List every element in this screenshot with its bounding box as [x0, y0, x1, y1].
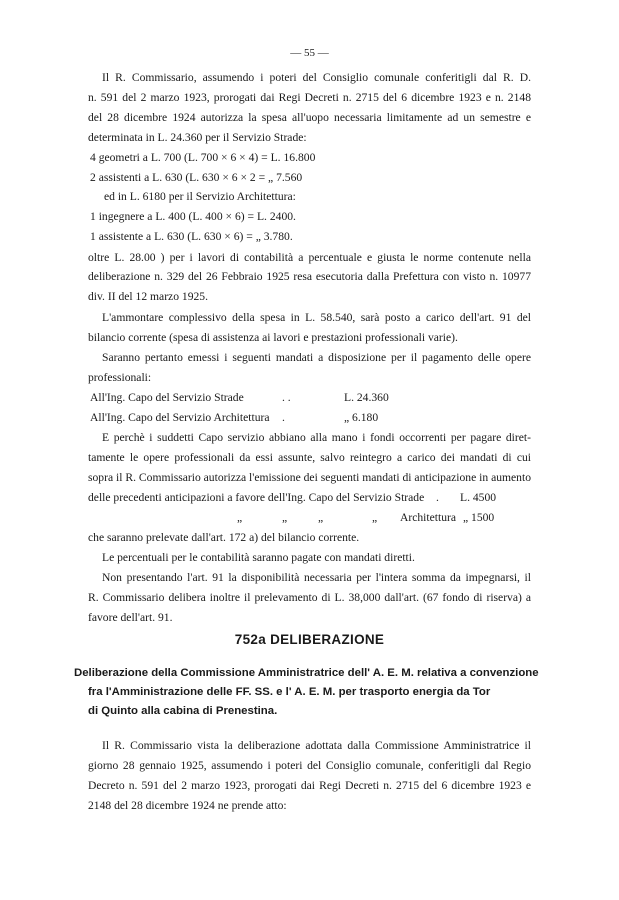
- percentuali-line: Le percentuali per le contabilità saranno pagate con mandati diretti.: [102, 551, 415, 564]
- ditto-mark: „: [237, 511, 243, 524]
- architettura-anticipo-amount: „ 1500: [463, 511, 495, 524]
- perche-line: E perchè i suddetti Capo servizio abbiano alla mano i fondi occorrenti per pagare diret-: [102, 431, 531, 444]
- saranno-line: Saranno pertanto emessi i seguenti mandati a disposizione per il pagamento delle opere: [102, 351, 531, 364]
- intro-line: del 28 dicembre 1924 autorizza la spesa all'uopo necessaria limitamente ad un semestre e: [88, 111, 531, 124]
- oltre-line: oltre L. 28.00 ) per i lavori di contabilità a percentuale e giusta le norme contenute nella: [88, 251, 531, 264]
- subject-line: fra l'Amministrazione delle FF. SS. e l' A. E. M. per trasporto energia da Tor: [88, 686, 491, 698]
- perche-line: sopra il R. Commissario autorizza l'emissione dei seguenti mandati di anticipazione in aumento: [88, 471, 531, 484]
- perche-line: delle precedenti anticipazioni a favore dell'Ing. Capo del Servizio Strade: [88, 491, 425, 504]
- mandato-label: All'Ing. Capo del Servizio Strade: [90, 391, 244, 404]
- closing-line: giorno 28 gennaio 1925, assumendo i poteri del Consiglio comunale, conferitigli dal Regio: [88, 759, 531, 772]
- deliberazione-heading: 752a DELIBERAZIONE: [234, 632, 385, 647]
- ditto-mark: „: [318, 511, 324, 524]
- closing-line: Il R. Commissario vista la deliberazione adottata dalla Commissione Amministratrice il: [102, 739, 531, 752]
- architettura-intro: ed in L. 6180 per il Servizio Architettura:: [104, 190, 296, 203]
- architettura-item: 1 assistente a L. 630 (L. 630 × 6) = „ 3.780.: [90, 230, 293, 243]
- ammontare-line: bilancio corrente (spesa di assistenza ai lavori e prestazioni professionali varie).: [88, 331, 458, 344]
- mandato-label: All'Ing. Capo del Servizio Architettura: [90, 411, 270, 424]
- oltre-line: div. II del 12 marzo 1925.: [88, 290, 208, 303]
- intro-line: n. 591 del 2 marzo 1923, prorogati dai Regi Decreti n. 2715 del 6 dicembre 1923 e n. 2148: [88, 91, 531, 104]
- page-number: — 55 —: [290, 47, 329, 59]
- ammontare-line: L'ammontare complessivo della spesa in L. 58.540, sarà posto a carico dell'art. 91 del: [102, 311, 531, 324]
- strade-dot: .: [436, 491, 439, 504]
- perche-tail: che saranno prelevate dall'art. 172 a) del bilancio corrente.: [88, 531, 360, 544]
- closing-line: 2148 del 28 dicembre 1924 ne prende atto:: [88, 799, 287, 812]
- strade-item: 4 geometri a L. 700 (L. 700 × 6 × 4) = L. 16.800: [90, 151, 316, 164]
- architettura-label: Architettura: [400, 511, 457, 524]
- mandato-dots: .: [282, 411, 285, 424]
- subject-line: Deliberazione della Commissione Amministratrice dell' A. E. M. relativa a convenzione: [74, 667, 539, 679]
- strade-anticipo-amount: L. 4500: [460, 491, 497, 504]
- ditto-mark: „: [282, 511, 288, 524]
- strade-item: 2 assistenti a L. 630 (L. 630 × 6 × 2 = „ 7.560: [90, 171, 303, 184]
- perche-line: tamente le opere professionali da essi assunte, salvo reintegro a carico dei mandati di cui: [88, 451, 531, 464]
- intro-line: Il R. Commissario, assumendo i poteri del Consiglio comunale conferitigli dal R. D.: [102, 71, 531, 84]
- mandato-amount: „ 6.180: [344, 411, 379, 424]
- mandato-amount: L. 24.360: [344, 391, 389, 404]
- subject-line: di Quinto alla cabina di Prenestina.: [88, 705, 278, 717]
- ditto-mark: „: [372, 511, 378, 524]
- oltre-line: deliberazione n. 329 del 26 Febbraio 1925 resa esecutoria dalla Prefettura con visto n. 10977: [88, 270, 531, 283]
- closing-line: Decreto n. 591 del 2 marzo 1923, prorogati dai Regi Decreti n. 2715 del 6 dicembre 1923 e: [88, 779, 531, 792]
- intro-line: determinata in L. 24.360 per il Servizio Strade:: [88, 131, 307, 144]
- non-presentando-line: R. Commissario delibera inoltre il prelevamento di L. 38,000 dall'art. (67 fondo di riserva) a: [88, 591, 531, 604]
- architettura-item: 1 ingegnere a L. 400 (L. 400 × 6) = L. 2400.: [90, 210, 296, 223]
- non-presentando-line: Non presentando l'art. 91 la disponibilità necessaria per l'intera somma da impegnarsi, il: [102, 571, 531, 584]
- mandato-dots: . .: [282, 391, 291, 404]
- non-presentando-line: favore dell'art. 91.: [88, 611, 173, 624]
- saranno-line: professionali:: [88, 371, 152, 384]
